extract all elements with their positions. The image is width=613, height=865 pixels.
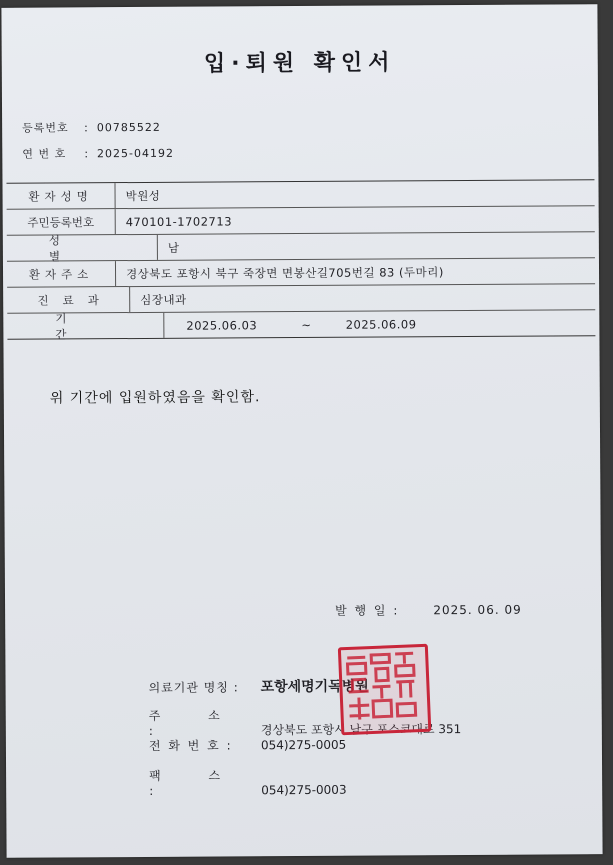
document-page: [1, 4, 602, 858]
issue-date: [335, 601, 522, 619]
confirmation-text: 위 기간에 입원하였음을 확인함.: [49, 389, 261, 407]
institution-phone-label: 전 화 번 호 :: [148, 738, 233, 753]
institution-fax-label: 팩 스 :: [149, 768, 223, 798]
patient-info-table: [6, 179, 595, 340]
period-tilde: ~: [301, 317, 312, 332]
row-address: [7, 258, 595, 288]
serial-value: 2025-04192: [96, 146, 175, 161]
issue-date-label: 발 행 일 :: [335, 603, 400, 618]
period-start: 2025.06.03: [186, 317, 258, 333]
institution-name-value: 포항세명기독병원: [260, 678, 369, 696]
row-patient-name: [6, 180, 594, 210]
patient-name-value: 박원성: [125, 188, 161, 203]
serial-label: 연 번 호: [22, 147, 67, 161]
resident-number-value: 470101-1702713: [125, 213, 233, 229]
registration-value: 00785522: [96, 120, 161, 135]
institution-name: [148, 676, 368, 697]
institution-phone: [149, 736, 346, 754]
issue-date-value: 2025. 06. 09: [433, 602, 522, 618]
period-label: 기 간: [7, 313, 164, 339]
period-end: 2025.06.09: [345, 316, 417, 332]
row-sex: [7, 232, 595, 262]
official-seal: [338, 644, 432, 736]
institution-phone-value: 054)275-0005: [260, 737, 347, 753]
seal-pattern-icon: [341, 647, 422, 726]
sex-value: 남: [167, 240, 180, 255]
institution-fax: [149, 766, 347, 798]
institution-name-label: 의료기관 명칭 :: [148, 680, 239, 695]
serial-number: 연 번 호 : 2025-04192: [22, 146, 175, 161]
row-period: [7, 310, 595, 342]
document-title: 입·퇴원 확인서: [203, 50, 396, 77]
institution-fax-value: 054)275-0003: [261, 782, 347, 798]
registration-number: 등록번호 : 00785522: [22, 120, 161, 135]
address-label: 환자주소: [7, 261, 116, 287]
address-value: 경상북도 포항시 북구 죽장면 면봉산길705번길 83 (두마리): [125, 264, 444, 281]
resident-number-label: 주민등록번호: [7, 209, 116, 235]
period-values: [164, 317, 416, 333]
department-value: 심장내과: [140, 292, 187, 307]
sex-label: 성 별: [7, 235, 158, 261]
institution-address-value: 경상북도 포항시 남구 포스코대로 351: [260, 722, 462, 738]
patient-name-label: 환자성명: [6, 183, 115, 209]
institution-address-label: 주 소 :: [148, 708, 222, 738]
department-label: 진료과: [7, 287, 130, 313]
registration-label: 등록번호: [22, 121, 69, 135]
